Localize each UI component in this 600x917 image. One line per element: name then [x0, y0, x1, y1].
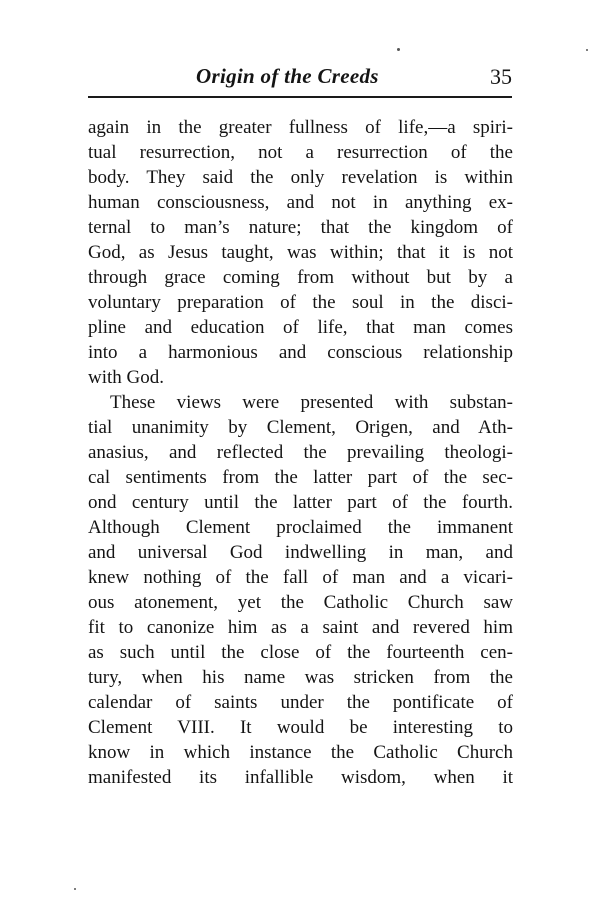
scan-speck [586, 49, 588, 51]
text-line: ternal to man’s nature; that the kingdom of [88, 217, 513, 238]
running-title: Origin of the Creeds [196, 64, 379, 88]
text-line: human consciousness, and not in anything ex- [88, 192, 513, 213]
text-line: tury, when his name was stricken from the [88, 667, 513, 688]
scan-speck [74, 888, 76, 890]
text-line: These views were presented with substan- [110, 392, 513, 413]
page-header [88, 60, 516, 94]
text-line: Clement VIII. It would be interesting to [88, 717, 513, 738]
text-line: voluntary preparation of the soul in the disci- [88, 292, 513, 313]
text-line: and universal God indwelling in man, and [88, 542, 513, 563]
text-line: again in the greater fullness of life,—a spiri- [88, 117, 513, 138]
text-line: ond century until the latter part of the fourth. [88, 492, 513, 513]
text-line: manifested its infallible wisdom, when it [88, 767, 513, 788]
text-line: as such until the close of the fourteenth cen- [88, 642, 513, 663]
scan-speck [397, 48, 400, 51]
text-line: through grace coming from without but by a [88, 267, 513, 288]
text-line: into a harmonious and conscious relationship [88, 342, 513, 363]
page-number: 35 [490, 64, 512, 89]
text-line: Although Clement proclaimed the immanent [88, 517, 513, 538]
text-line: cal sentiments from the latter part of the sec- [88, 467, 513, 488]
text-line: God, as Jesus taught, was within; that it is not [88, 242, 513, 263]
text-line: knew nothing of the fall of man and a vicari- [88, 567, 513, 588]
text-line: tial unanimity by Clement, Origen, and Ath- [88, 417, 513, 438]
text-line: tual resurrection, not a resurrection of the [88, 142, 513, 163]
text-line: fit to canonize him as a saint and revered him [88, 617, 513, 638]
text-line: anasius, and reflected the prevailing theologi- [88, 442, 513, 463]
text-line: ous atonement, yet the Catholic Church saw [88, 592, 513, 613]
text-line: calendar of saints under the pontificate of [88, 692, 513, 713]
header-rule [88, 96, 512, 98]
text-line: with God. [88, 367, 164, 388]
text-line: know in which instance the Catholic Church [88, 742, 513, 763]
text-line: pline and education of life, that man comes [88, 317, 513, 338]
text-line: body. They said the only revelation is within [88, 167, 513, 188]
body-text [88, 115, 513, 790]
